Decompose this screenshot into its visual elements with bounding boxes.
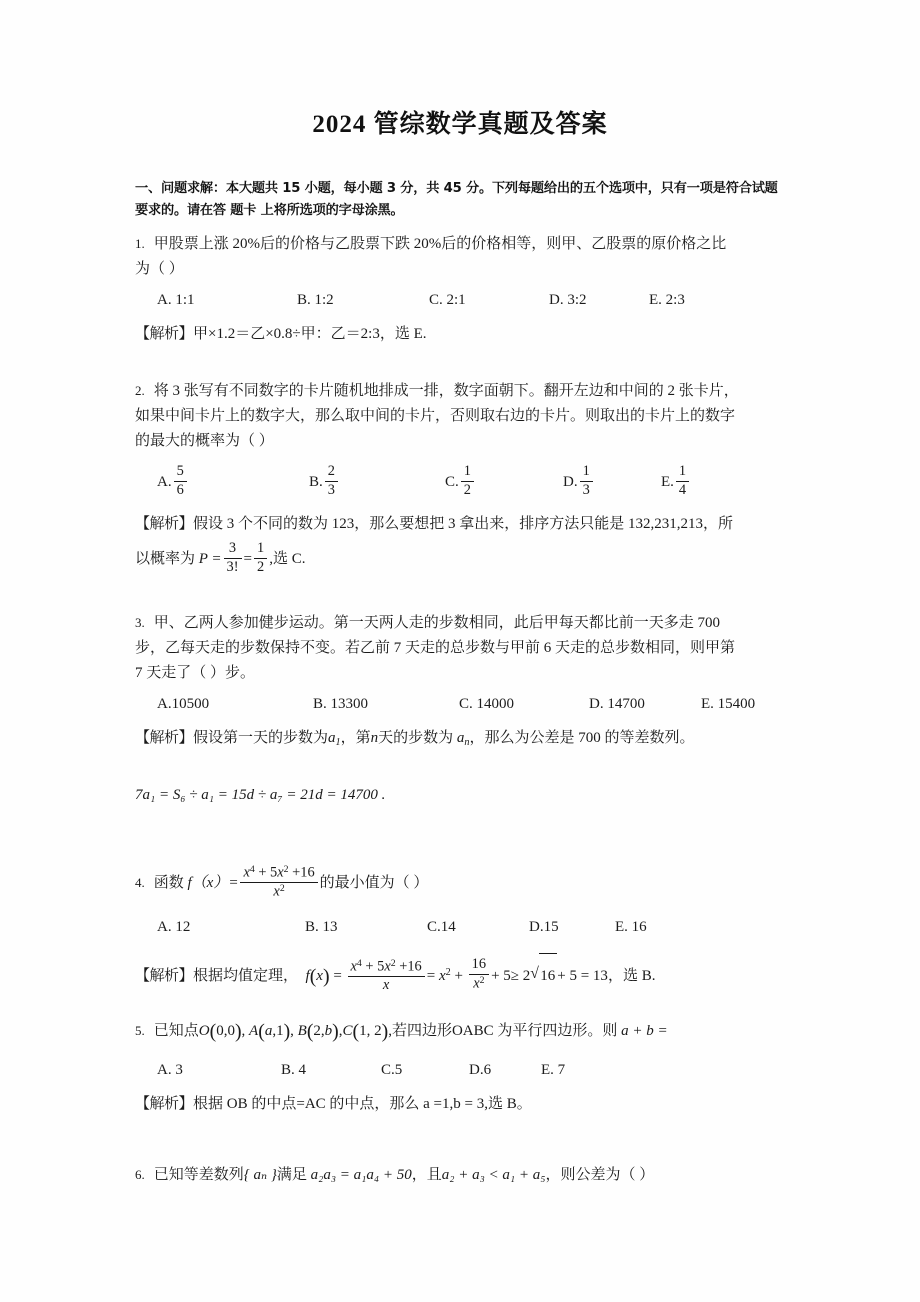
choice-key: E. [701, 696, 714, 712]
explain-math: f(x) = $\frac{x^4 + 5x^2 +16}{x}$ = $x^2$ + $\frac{16}{x^2}$ + 5≥ 2 √ 16 + 5 = 13 [306, 968, 608, 984]
choice-key: A. [157, 918, 172, 935]
choice-4-B[interactable] [305, 915, 427, 939]
question-5-stem-mid: ,若四边形OABC 为平行四边形。则 [388, 1023, 618, 1040]
explain-tail: ,选 C. [269, 551, 306, 567]
choice-value: 10500 [171, 696, 210, 712]
explain-label: 【解析】 [135, 326, 194, 342]
question-2-stem-line3: 的最大的概率为（ ） [135, 433, 274, 449]
choice-value: 1:2 [314, 292, 334, 308]
question-6-stem-tail: ，则公差为（ ） [545, 1167, 655, 1184]
choice-value: 4 [298, 1062, 307, 1079]
explain-line1-c: 天的步数为 [378, 730, 454, 746]
choice-4-A[interactable] [157, 915, 305, 939]
explain-P: P = [198, 551, 222, 567]
choice-value: 7 [557, 1062, 566, 1079]
formula-text: 7a₁ = S₆ ÷ a₁ = 15d ÷ a₇ = 21d = 14700 . [135, 786, 386, 803]
choice-3-E[interactable] [701, 692, 755, 716]
question-6-number: 6. [135, 1167, 145, 1183]
question-4-number: 4. [135, 874, 145, 890]
choice-2-E[interactable] [661, 462, 691, 502]
explain-label: 【解析】 [135, 1096, 194, 1113]
choice-value: 12 [175, 918, 191, 935]
choice-1-A[interactable] [157, 288, 297, 312]
question-6-stem-mid: 满足 [276, 1167, 307, 1184]
question-3-number: 3. [135, 615, 145, 630]
explain-fraction-16x2: $\frac{16}{x^2}$ [469, 957, 489, 992]
question-3-choices [135, 692, 785, 716]
question-5-points: O(0,0), A(a,1), B(2,b),C(1, 2) [198, 1020, 389, 1043]
question-6-seq: { aₙ } [243, 1167, 277, 1184]
choice-key: B. [297, 292, 311, 308]
question-3-formula [135, 782, 785, 809]
choice-2-D[interactable] [563, 462, 661, 502]
choice-key: A. [157, 474, 172, 490]
explain-label: 【解析】 [135, 516, 194, 532]
choice-key: E. [661, 474, 674, 490]
choice-value: 14000 [476, 696, 515, 712]
question-1-choices [135, 288, 785, 312]
explain-fraction-1: $\frac{3}{3!}$ [224, 541, 242, 575]
choice-1-B[interactable] [297, 288, 429, 312]
explain-label: 【解析】 [135, 967, 194, 984]
explain-line2-pre: 以概率为 [135, 551, 196, 567]
choice-5-B[interactable] [281, 1058, 381, 1082]
question-4-fraction [240, 865, 317, 900]
question-5 [135, 1014, 785, 1118]
explain-line1-b: ，第 [340, 730, 371, 746]
choice-value: 6 [483, 1062, 492, 1079]
explain-tail: ，选 B. [607, 967, 656, 984]
choice-3-B[interactable] [313, 692, 459, 716]
choice-2-A[interactable] [157, 462, 309, 502]
choice-key: C. [427, 918, 441, 935]
fraction-numerator: $x^4 + 5x^2 +16$ [240, 865, 317, 883]
choice-value: 5 [394, 1062, 403, 1079]
choice-key: B. [309, 474, 323, 490]
choice-value: 3:2 [567, 292, 587, 308]
question-3-stem [135, 610, 785, 686]
choice-3-C[interactable] [459, 692, 589, 716]
choice-4-E[interactable] [615, 915, 647, 939]
question-1-number: 1. [135, 236, 145, 251]
choice-5-E[interactable] [541, 1058, 565, 1082]
question-2-explanation [135, 511, 785, 580]
question-5-choices [135, 1058, 785, 1082]
question-3-explanation [135, 725, 785, 756]
explain-line1-d: ，那么为公差是 700 的等差数列。 [469, 730, 695, 746]
sqrt-icon: √ 16 [530, 953, 557, 998]
question-6-stem-pre: 已知等差数列 [153, 1167, 244, 1184]
question-5-stem [135, 1014, 785, 1048]
symbol-an: $a_n$ [456, 730, 470, 748]
question-3-stem-line2: 步，乙每天走的步数保持不变。若乙前 7 天走的总步数与甲前 6 天走的总步数相同，则甲第 [135, 640, 736, 656]
explain-text: 根据 OB 的中点=AC 的中点，那么 a =1,b = 3,选 B。 [193, 1096, 532, 1113]
choice-key: B. [305, 918, 319, 935]
choice-fraction: $\frac{2}{3}$ [325, 464, 338, 498]
choice-value: 2:3 [665, 292, 685, 308]
fraction-denominator: $x^2$ [273, 883, 285, 900]
choice-value: 15400 [717, 696, 756, 712]
explain-line1-a: 假设第一天的步数为 [193, 730, 329, 746]
choice-value: 14700 [607, 696, 645, 712]
choice-value: 2:1 [446, 292, 466, 308]
question-4-choices [135, 915, 785, 939]
choice-value: 1:1 [175, 292, 195, 308]
choice-key: A. [157, 696, 172, 712]
question-6-eq2: a₂ + a₃ < a₁ + a₅ [441, 1167, 546, 1184]
question-4-explanation [135, 951, 785, 998]
choice-key: E. [615, 918, 628, 935]
question-2-stem-line2: 如果中间卡片上的数字大，那么取中间的卡片，否则取右边的卡片。则取出的卡片上的数字 [135, 408, 736, 424]
choice-value: 13 [322, 918, 338, 935]
question-4-fx: f（x）= [187, 874, 239, 891]
choice-key: B. [313, 696, 327, 712]
choice-value: 14 [440, 918, 456, 935]
choice-4-D[interactable] [529, 915, 615, 939]
question-1-explanation [135, 321, 785, 348]
page-title: 2024 管综数学真题及答案 [312, 111, 608, 138]
choice-key: D. [589, 696, 604, 712]
choice-fraction: $\frac{1}{2}$ [461, 464, 474, 498]
explain-pre: 根据均值定理， [193, 967, 299, 984]
choice-2-B[interactable] [309, 462, 445, 502]
question-5-stem-end: a + b = [621, 1023, 668, 1040]
page-content [135, 104, 785, 1192]
choice-5-A[interactable] [157, 1058, 281, 1082]
choice-value: 15 [543, 918, 559, 935]
question-4-stem [135, 861, 785, 905]
question-6-eq1: a₂a₃ = a₁a₄ + 50 [310, 1167, 412, 1184]
choice-5-D[interactable] [469, 1058, 541, 1082]
question-4 [135, 861, 785, 998]
question-5-stem-pre: 已知点 [153, 1023, 199, 1040]
explain-fraction-2: $\frac{1}{2}$ [254, 541, 267, 575]
question-5-explanation [135, 1091, 785, 1118]
question-3 [135, 610, 785, 809]
question-3-stem-line1: 甲、乙两人参加健步运动。第一天两人走的步数相同，此后甲每天都比前一天多走 700 [153, 615, 721, 631]
choice-key: C. [381, 1062, 395, 1079]
choice-key: A. [157, 292, 172, 308]
question-6-stem [135, 1162, 785, 1188]
question-2-choices [135, 462, 785, 502]
choice-value: 16 [631, 918, 647, 935]
choice-key: D. [529, 918, 544, 935]
question-6 [135, 1162, 785, 1188]
choice-key: E. [541, 1062, 554, 1079]
choice-2-C[interactable] [445, 462, 563, 502]
choice-key: D. [469, 1062, 484, 1079]
question-2-stem [135, 378, 785, 454]
explain-line1: 假设 3 个不同的数为 123，那么要想把 3 拿出来，排序方法只能是 132,231,213，所 [193, 516, 734, 532]
question-1 [135, 231, 785, 348]
choice-4-C[interactable] [427, 915, 529, 939]
choice-key: A. [157, 1062, 172, 1079]
question-1-stem-text: 甲股票上涨 20%后的价格与乙股票下跌 20%后的价格相等，则甲、乙股票的原价格之比 [153, 236, 727, 252]
question-6-stem-and: ，且 [411, 1167, 442, 1184]
question-2-stem-line1: 将 3 张写有不同数字的卡片随机地排成一排，数字面朝下。翻开左边和中间的 2 张卡片， [153, 383, 739, 399]
explain-label: 【解析】 [135, 730, 194, 746]
choice-key: C. [429, 292, 443, 308]
choice-5-C[interactable] [381, 1058, 469, 1082]
choice-key: B. [281, 1062, 295, 1079]
choice-3-A[interactable] [157, 692, 313, 716]
choice-1-D[interactable] [549, 288, 649, 312]
choice-key: D. [549, 292, 564, 308]
question-3-stem-line3: 7 天走了（ ）步。 [135, 665, 256, 681]
choice-key: D. [563, 474, 578, 490]
section-heading: 一、问题求解：本大题共 15 小题，每小题 3 分，共 45 分。下列每题给出的五个选项中，只有一项是符合试题要求的。请在答 题卡 上将所选项的字母涂黑。 [135, 181, 778, 218]
question-2 [135, 378, 785, 580]
choice-value: 13300 [330, 696, 369, 712]
choice-3-D[interactable] [589, 692, 701, 716]
choice-1-C[interactable] [429, 288, 549, 312]
question-4-stem-pre: 函数 [153, 874, 184, 891]
question-5-number: 5. [135, 1023, 145, 1039]
question-2-number: 2. [135, 383, 145, 398]
explain-text: 甲×1.2＝乙×0.8÷甲：乙＝2:3，选 E. [193, 326, 427, 342]
choice-fraction: $\frac{5}{6}$ [174, 464, 187, 498]
question-1-stem [135, 231, 785, 282]
question-4-stem-post: 的最小值为（ ） [319, 874, 429, 891]
choice-key: E. [649, 292, 662, 308]
choice-fraction: $\frac{1}{4}$ [676, 464, 689, 498]
choice-fraction: $\frac{1}{3}$ [580, 464, 593, 498]
choice-1-E[interactable] [649, 288, 685, 312]
explain-eq: = [243, 551, 252, 567]
symbol-n: n [370, 730, 379, 746]
symbol-a1: $a_1$ [328, 730, 341, 748]
explain-fraction-main: $\frac{x^4 + 5x^2 +16}{x}$ [348, 959, 425, 994]
choice-key: C. [459, 696, 473, 712]
question-1-stem-line2: 为（ ） [135, 261, 184, 277]
choice-key: C. [445, 474, 459, 490]
choice-value: 3 [175, 1062, 183, 1079]
